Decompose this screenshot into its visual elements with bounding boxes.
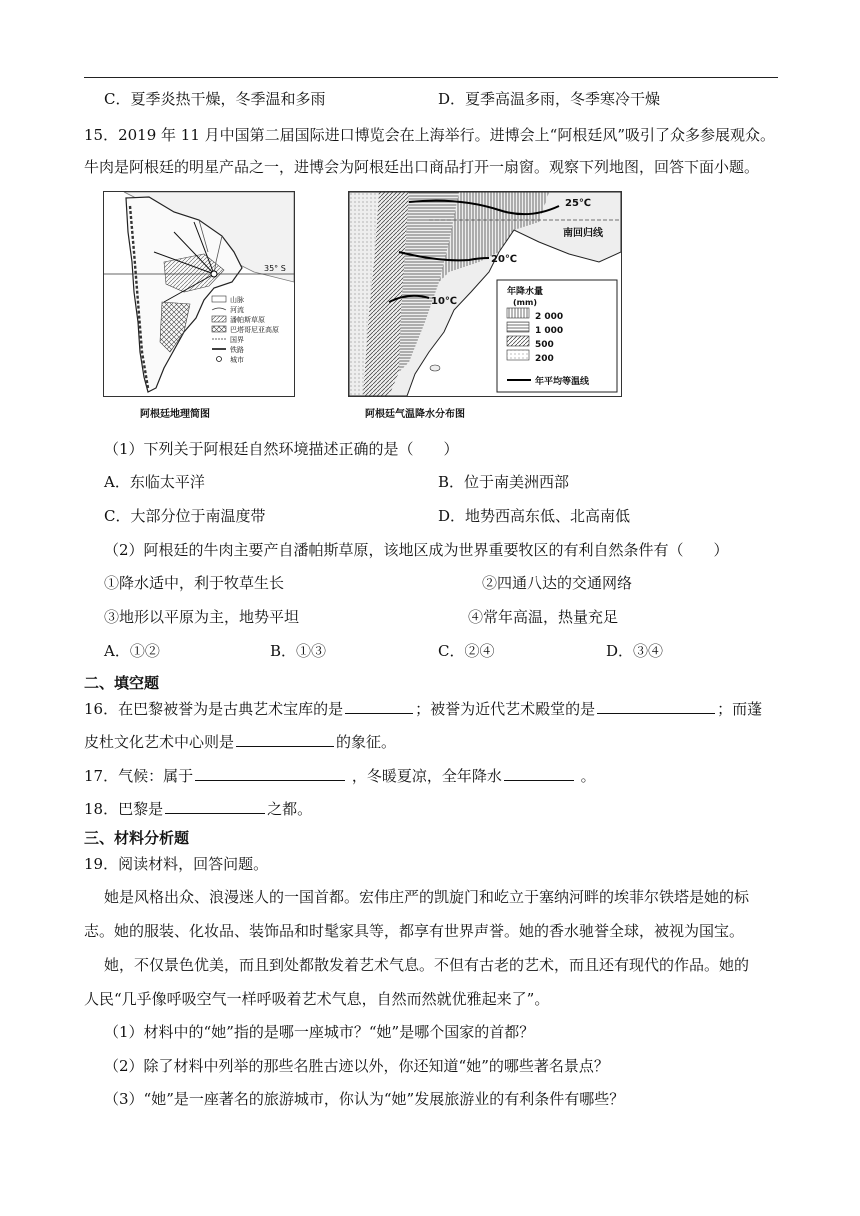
- q16-text-3: ；而蓬: [717, 700, 763, 718]
- q15-sub1-question: （1）下列关于阿根廷自然环境描述正确的是（ ）: [104, 440, 459, 458]
- map1-legend-5: 铁路: [230, 346, 244, 354]
- q17-text-1: 17．气候：属于: [84, 767, 194, 785]
- q16-text-2: ；被誉为近代艺术殿堂的是: [415, 700, 596, 718]
- map2-legend-isotherm: 年平均等温线: [535, 377, 590, 387]
- map1-legend-1: 河流: [230, 306, 244, 314]
- map1-legend-6: 城市: [230, 356, 244, 364]
- map1-legend-0: 山脉: [230, 296, 244, 304]
- q17-blank-2[interactable]: [504, 765, 574, 781]
- section-fill-in-title: 二、填空题: [84, 674, 160, 692]
- map2-iso-20: 20℃: [491, 254, 518, 265]
- map2-legend-500: 500: [535, 340, 554, 350]
- q16-blank-2[interactable]: [597, 698, 715, 714]
- map1-legend-4: 国界: [230, 336, 244, 344]
- q16-text-1: 16．在巴黎被誉为是古典艺术宝库的是: [84, 700, 344, 718]
- map2-iso-25: 25℃: [565, 198, 592, 209]
- map1-caption: 阿根廷地理简图: [140, 409, 210, 420]
- map2-legend-2000: 2 000: [535, 312, 564, 322]
- q15-sub1-option-a: A．东临太平洋: [104, 473, 205, 491]
- map1-legend-3: 巴塔哥尼亚高原: [230, 326, 279, 334]
- q16-blank-3[interactable]: [236, 731, 334, 747]
- map2-tropic-label: 南回归线: [563, 228, 603, 239]
- q16-text-4: 皮杜文化艺术中心则是: [84, 733, 235, 751]
- header-rule: [84, 77, 778, 78]
- q15-sub2-option-b: B．①③: [270, 642, 327, 660]
- section-material-title: 三、材料分析题: [84, 829, 190, 847]
- q17-text-3: 。: [580, 767, 596, 785]
- q19-stem: 19．阅读材料，回答问题。: [84, 855, 269, 873]
- q15-sub2-item2: ②四通八达的交通网络: [482, 574, 633, 592]
- map2-legend-200: 200: [535, 354, 554, 364]
- map2-caption: 阿根廷气温降水分布图: [365, 409, 465, 420]
- q19-sub3: （3）“她”是一座著名的旅游城市，你认为“她”发展旅游业的有利条件有哪些？: [104, 1090, 625, 1108]
- argentina-geography-map-drawing: [104, 192, 294, 396]
- q16-line1: [84, 698, 762, 719]
- q15-sub2-item3: ③地形以平原为主，地势平坦: [104, 608, 300, 626]
- map2-legend-title: 年降水量: [507, 287, 544, 297]
- q19-para2-line2: 人民“几乎像呼吸空气一样呼吸着艺术气息，自然而然就优雅起来了”。: [84, 990, 550, 1008]
- map2-legend-1000: 1 000: [535, 326, 564, 336]
- q17-text-2: ，冬暖夏凉，全年降水: [351, 767, 502, 785]
- q15-stem-line1: 15．2019 年 11 月中国第二届国际进口博览会在上海举行。进博会上“阿根廷风”吸引了众多参展观众。: [84, 126, 775, 144]
- q18-text-2: 之都。: [267, 800, 313, 818]
- map1-lat-label: 35° S: [264, 264, 286, 273]
- q18-blank-1[interactable]: [165, 798, 265, 814]
- q15-sub1-option-c: C．大部分位于南温度带: [104, 507, 266, 525]
- q19-para2-line1: 她，不仅景色优美，而且到处都散发着艺术气息。不但有古老的艺术，而且还有现代的作品。她的: [104, 956, 750, 974]
- q15-stem-line2: 牛肉是阿根廷的明星产品之一，进博会为阿根廷出口商品打开一扇窗。观察下列地图，回答下面小题。: [84, 158, 760, 176]
- q15-sub2-item4: ④常年高温，热量充足: [468, 608, 619, 626]
- map2-iso-10: 10℃: [431, 296, 458, 307]
- argentina-climate-map-drawing: [349, 192, 621, 396]
- q15-sub1-option-d: D．地势西高东低、北高南低: [438, 507, 631, 525]
- q16-blank-1[interactable]: [345, 698, 413, 714]
- q17: [84, 765, 596, 786]
- q14-option-c: C．夏季炎热干燥，冬季温和多雨: [104, 90, 326, 108]
- q15-sub2-option-d: D．③④: [606, 642, 664, 660]
- q19-sub2: （2）除了材料中列举的那些名胜古迹以外，你还知道“她”的哪些著名景点？: [104, 1057, 609, 1075]
- q18: [84, 798, 312, 819]
- q16-line2: [84, 731, 396, 752]
- argentina-climate-map: [348, 191, 622, 397]
- q15-sub2-option-c: C．②④: [438, 642, 495, 660]
- q15-sub2-option-a: A．①②: [104, 642, 160, 660]
- argentina-geography-map: [103, 191, 295, 397]
- q19-para1-line1: 她是风格出众、浪漫迷人的一国首都。宏伟庄严的凯旋门和屹立于塞纳河畔的埃菲尔铁塔是她的标: [104, 888, 750, 906]
- map2-legend-unit: (mm): [513, 298, 537, 307]
- q18-text-1: 18．巴黎是: [84, 800, 164, 818]
- q19-sub1: （1）材料中的“她”指的是哪一座城市？“她”是哪个国家的首都？: [104, 1023, 535, 1041]
- q17-blank-1[interactable]: [195, 765, 345, 781]
- q15-sub1-option-b: B．位于南美洲西部: [438, 473, 570, 491]
- q19-para1-line2: 志。她的服装、化妆品、装饰品和时髦家具等，都享有世界声誉。她的香水驰誉全球，被视为国宝。: [84, 922, 745, 940]
- map1-legend-2: 潘帕斯草原: [230, 316, 265, 324]
- q14-option-d: D．夏季高温多雨，冬季寒冷干燥: [438, 90, 661, 108]
- q16-text-5: 的象征。: [336, 733, 397, 751]
- q15-sub2-question: （2）阿根廷的牛肉主要产自潘帕斯草原，该地区成为世界重要牧区的有利自然条件有（ ）: [104, 541, 729, 559]
- q15-sub2-item1: ①降水适中，利于牧草生长: [104, 574, 285, 592]
